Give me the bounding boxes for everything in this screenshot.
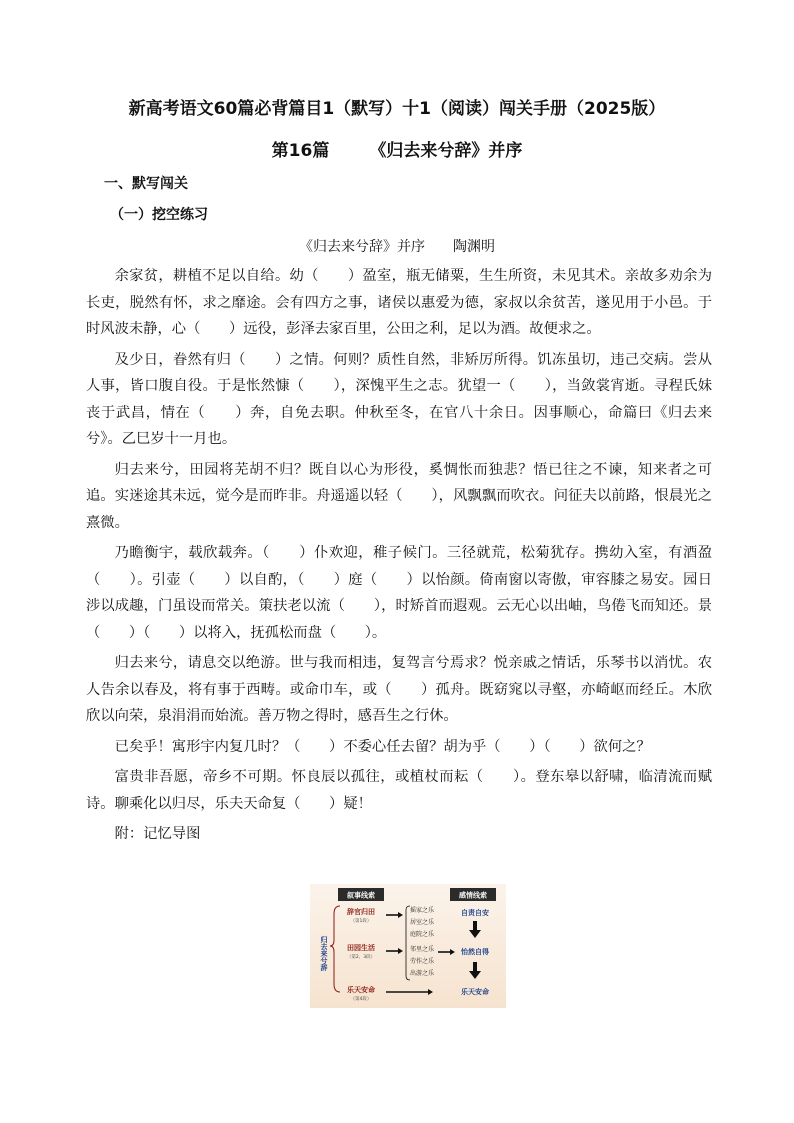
work-title: 《归去来兮辞》并序 [299, 239, 425, 255]
mind-map-bracket [330, 906, 340, 992]
chapter-heading [0, 136, 794, 161]
left-item-note: （第2、3段） [346, 955, 376, 960]
joy-item: 庭院之乐 [410, 931, 435, 938]
section-heading: 一、默写闯关 [104, 176, 188, 192]
paragraph: 归去来兮，请息交以绝游。世与我而相违，复驾言兮焉求？悦亲戚之情话，乐琴书以消忧。农人告余以春及，将有事于西畴。或命巾车，或（ ）孤舟。既窈窕以寻壑，亦崎岖而经丘。木欣欣以向荣，泉涓涓而始流。善万物之得时，感吾生之行休。 [86, 655, 712, 724]
joy-item: 邻里之乐 [410, 946, 435, 953]
mind-map-vertical-title: 归去来兮辞 [320, 936, 328, 971]
right-item: 乐天安命 [461, 988, 489, 996]
left-item-note: （第4段） [350, 997, 372, 1002]
left-arrow [386, 912, 403, 918]
right-item: 怡然自得 [461, 948, 489, 956]
joy-item: 居室之乐 [410, 919, 435, 926]
appendix-label: 附：记忆导图 [114, 826, 201, 842]
document-title: 新高考语文60篇必背篇目1（默写）十1（阅读）闯关手册（2025版） [128, 99, 666, 119]
chapter-number: 第16篇 [271, 141, 330, 161]
down-arrow [469, 962, 481, 979]
work-heading [0, 236, 794, 256]
paragraph: 乃瞻衡宇，载欣载奔。（ ）仆欢迎，稚子候门。三径就荒，松菊犹存。携幼入室，有酒盈（ ）。引壶（ ）以自酌，（ ）庭（ ）以怡颜。倚南窗以寄傲，审容膝之易安。园日涉以成趣，门虽设而常关。策扶老以流（ ），时矫首而遐观。云无心以出岫，鸟倦飞而知还。景（ ）（ ）以将入，抚孤松而盘（ ）。 [86, 545, 712, 641]
paragraph: 余家贫，耕植不足以自给。幼（ ）盈室，瓶无储粟，生生所资，未见其术。亲故多劝余为长吏，脱然有怀，求之靡途。会有四方之事，诸侯以惠爱为德，家叔以余贫苦，遂见用于小邑。于时风波未静，心（ ）远役，彭泽去家百里，公田之利，足以为酒。故便求之。 [86, 268, 712, 337]
work-author: 陶渊明 [453, 239, 495, 255]
joy-item: 劳作之乐 [410, 958, 435, 965]
left-item-label: 乐天安命 [347, 986, 375, 994]
chapter-work-title: 《归去来兮辞》并序 [369, 141, 523, 161]
left-arrow [386, 989, 433, 995]
left-header-label: 叙事线索 [347, 891, 375, 900]
joy-item: 摇家之乐 [410, 907, 435, 914]
right-header-label: 感情线索 [459, 891, 487, 900]
down-arrow [469, 921, 481, 938]
left-item-note: （第1段） [350, 919, 372, 924]
right-item: 自责自安 [461, 909, 489, 917]
paragraph: 归去来兮，田园将芜胡不归？既自以心为形役，奚惆怅而独悲？悟已往之不谏，知来者之可追。实迷途其未远，觉今是而昨非。舟遥遥以轻（ ），风飘飘而吹衣。问征夫以前路，恨晨光之熹微。 [86, 461, 712, 531]
paragraph: 富贵非吾愿，帝乡不可期。怀良辰以孤往，或植杖而耘（ ）。登东皋以舒啸，临清流而赋诗。聊乘化以归尽，乐夫天命复（ ）疑！ [86, 769, 712, 812]
left-arrow [386, 948, 403, 954]
left-item-label: 辞官归田 [347, 908, 375, 916]
paragraph: 及少日，眷然有归（ ）之情。何则？质性自然，非矫厉所得。饥冻虽切，违己交病。尝从人事，皆口腹自役。于是怅然慷（ ），深愧平生之志。犹望一（ ），当敛裳宵逝。寻程氏妹丧于武昌，情在（ ）奔，自免去职。仲秋至冬，在官八十余日。因事顺心，命篇曰《归去来兮》。乙巳岁十一月也。 [86, 351, 712, 447]
section-subheading: （一）挖空练习 [110, 207, 208, 223]
paragraph: 已矣乎！寓形宇内复几时？（ ）不委心任去留？胡为乎（ ）（ ）欲何之？ [114, 738, 651, 755]
exercise-body [86, 263, 712, 848]
middle-arrow [438, 949, 455, 955]
joys-bracket [406, 906, 410, 980]
left-item-label: 田园生活 [347, 944, 375, 952]
mind-map [310, 884, 506, 1008]
joy-item: 出游之乐 [410, 970, 435, 977]
